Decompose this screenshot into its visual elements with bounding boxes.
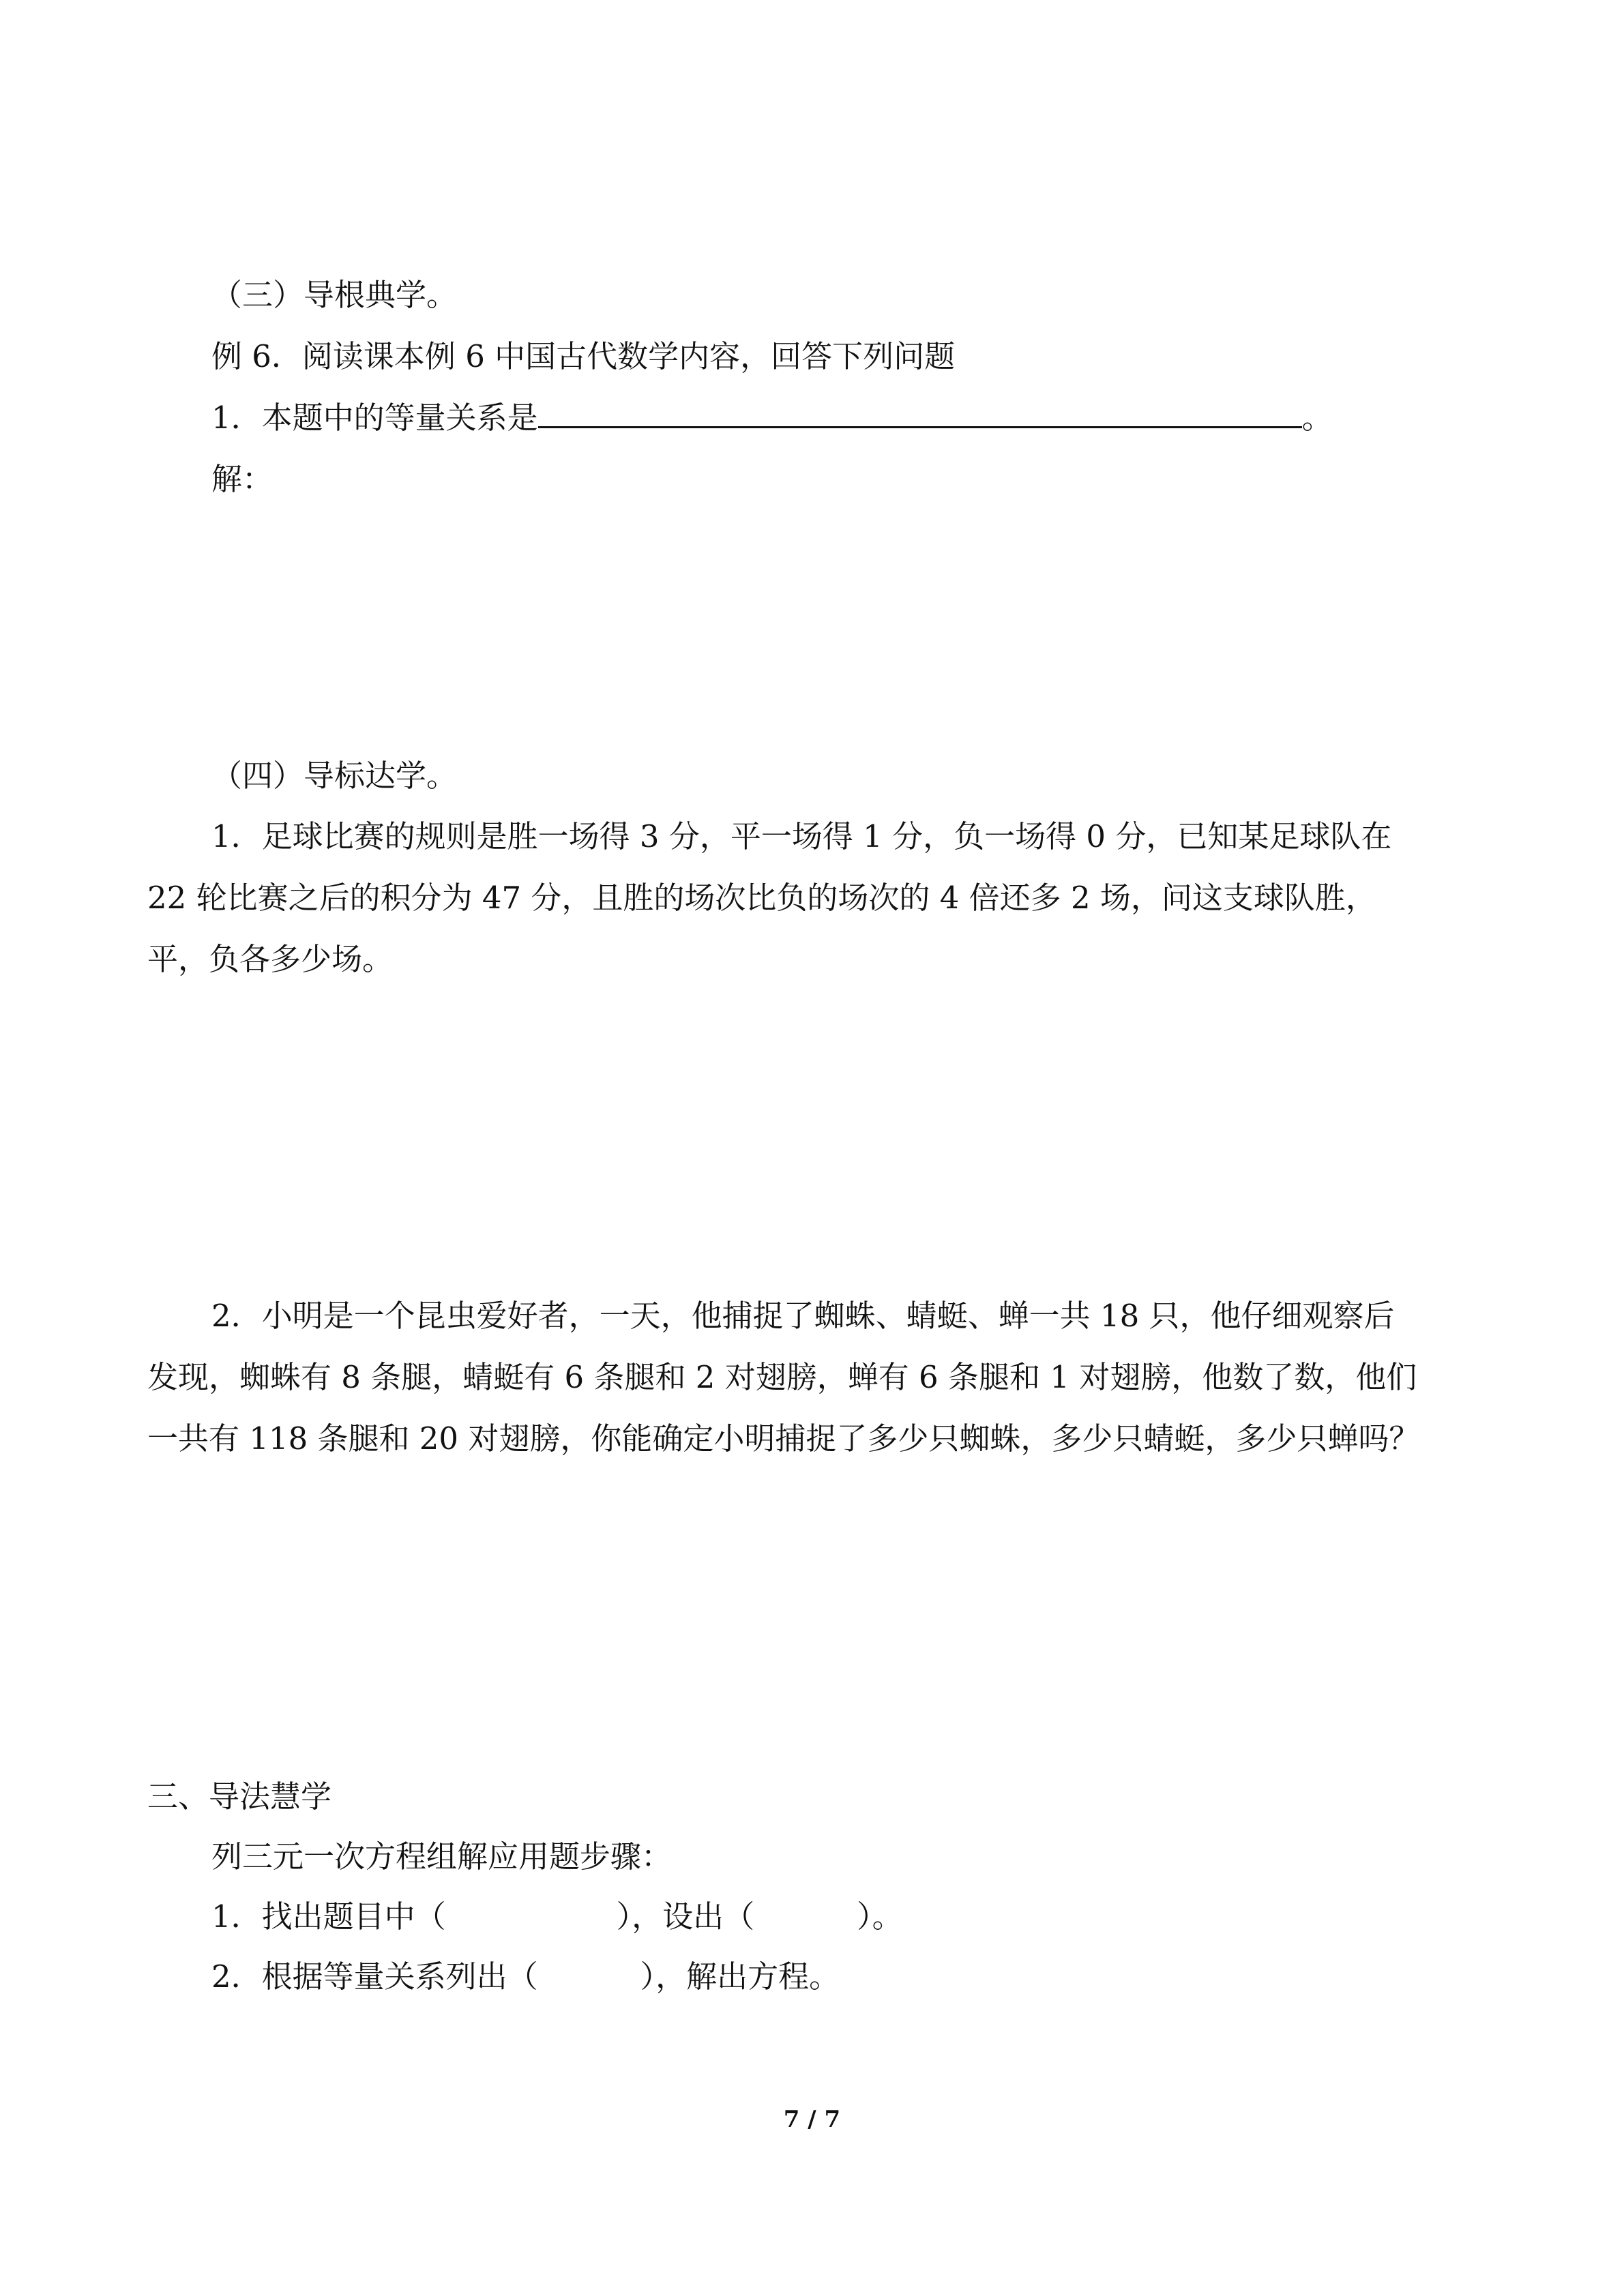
answer-blank-line[interactable] [538, 423, 1302, 428]
methods-intro: 列三元一次方程组解应用题步骤： [211, 1838, 673, 1875]
problem-2 [147, 1285, 1484, 1470]
problem-1-line-1: 1．足球比赛的规则是胜一场得 3 分，平一场得 1 分，负一场得 0 分，已知某足球队在 [211, 818, 1392, 854]
question1-text: 1．本题中的等量关系是 [211, 400, 538, 436]
problem-2-line-1: 2．小明是一个昆虫爱好者，一天，他捕捉了蜘蛛、蜻蜓、蝉一共 18 只，他仔细观察后 [211, 1298, 1395, 1334]
page-number: 7 / 7 [783, 2106, 841, 2133]
step-1-part-a: 1．找出题目中（ [211, 1898, 446, 1935]
solution-label: 解： [211, 461, 274, 497]
example6-prompt: 例 6．阅读课本例 6 中国古代数学内容，回答下列问题 [211, 338, 956, 374]
step-2-part-b: ），解出方程。 [640, 1958, 840, 1995]
problem-1-line-2: 22 轮比赛之后的积分为 47 分，且胜的场次比负的场次的 4 倍还多 2 场，问这支球队胜， [147, 880, 1376, 916]
problem-1 [147, 806, 1484, 990]
section-three-heading: （三）导根典学。 [211, 277, 458, 313]
step-1 [211, 1898, 903, 1935]
question1-end: 。 [1301, 400, 1333, 436]
methods-heading: 三、导法慧学 [147, 1778, 332, 1815]
problem-1-line-3: 平，负各多少场。 [147, 941, 394, 977]
step-2 [211, 1958, 840, 1995]
example6-question1 [211, 400, 1333, 436]
problem-2-line-2: 发现，蜘蛛有 8 条腿，蜻蜓有 6 条腿和 2 对翅膀，蝉有 6 条腿和 1 对翅膀，他数了数，他们 [147, 1359, 1417, 1395]
step-1-part-b: ），设出（ [616, 1898, 755, 1935]
step-1-part-c: ）。 [857, 1898, 903, 1935]
step-2-part-a: 2．根据等量关系列出（ [211, 1958, 538, 1995]
section-four-heading: （四）导标达学。 [211, 758, 458, 794]
problem-2-line-3: 一共有 118 条腿和 20 对翅膀，你能确定小明捕捉了多少只蜘蛛，多少只蜻蜓，多少只蝉吗？ [147, 1420, 1420, 1457]
